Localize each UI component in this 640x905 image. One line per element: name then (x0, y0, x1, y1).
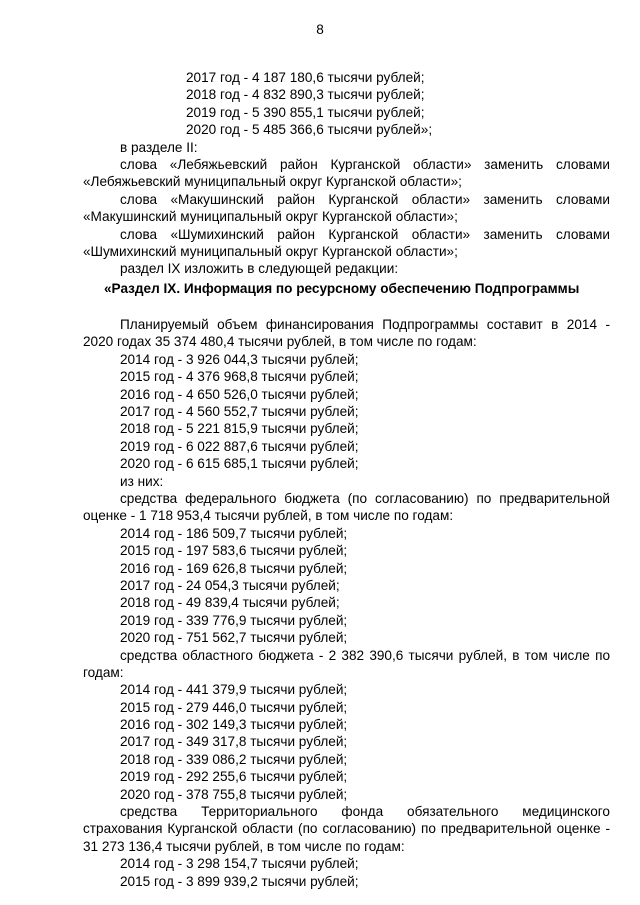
section2-replace-c-line2: «Шумихинский муниципальный округ Курганской области»; (83, 243, 458, 259)
plan-year-line: 2016 год - 4 650 526,0 тысячи рублей; (120, 386, 359, 402)
plan-year-line: 2017 год - 4 560 552,7 тысячи рублей; (120, 404, 359, 420)
regional-line1: средства областного бюджета - 2 382 390,6 тысячи рублей, в том числе по (120, 647, 610, 663)
page-number: 8 (316, 22, 324, 37)
federal-year-line: 2020 год - 751 562,7 тысячи рублей; (120, 630, 348, 646)
federal-line1: средства федерального бюджета (по согласованию) по предварительной (120, 490, 610, 506)
federal-year-line: 2017 год - 24 054,3 тысячи рублей; (120, 577, 340, 593)
of-them-label: из них: (120, 473, 164, 489)
plan-year-line: 2014 год - 3 926 044,3 тысячи рублей; (120, 351, 359, 367)
federal-line2: оценке - 1 718 953,4 тысячи рублей, в том числе по годам: (83, 508, 454, 524)
tfoms-year-line: 2014 год - 3 298 154,7 тысячи рублей; (120, 856, 359, 872)
blank-line (83, 299, 610, 316)
regional-year-line: 2014 год - 441 379,9 тысячи рублей; (120, 682, 348, 698)
section9-heading: «Раздел IX. Информация по ресурсному обеспечению Подпрограммы (104, 280, 580, 296)
intro-year-line: 2017 год - 4 187 180,6 тысячи рублей; (186, 70, 425, 85)
federal-year-line: 2016 год - 169 626,8 тысячи рублей; (120, 560, 348, 576)
federal-year-line: 2014 год - 186 509,7 тысячи рублей; (120, 525, 348, 541)
federal-year-line: 2015 год - 197 583,6 тысячи рублей; (120, 543, 348, 559)
regional-year-line: 2016 год - 302 149,3 тысячи рублей; (120, 717, 348, 733)
section2-replace-a-line1: слова «Лебяжьевский район Курганской области» заменить словами (120, 156, 610, 172)
tfoms-year-line: 2015 год - 3 899 939,2 тысячи рублей; (120, 873, 359, 889)
plan-line1: Планируемый объем финансирования Подпрограммы составит в 2014 - (120, 317, 610, 333)
plan-year-line: 2020 год - 6 615 685,1 тысячи рублей; (120, 456, 359, 472)
plan-line2: 2020 годах 35 374 480,4 тысячи рублей, в том числе по годам: (83, 334, 477, 350)
regional-year-line: 2015 год - 279 446,0 тысячи рублей; (120, 699, 348, 715)
section9-instruction: раздел IX изложить в следующей редакции: (120, 261, 399, 277)
plan-year-line: 2018 год - 5 221 815,9 тысячи рублей; (120, 421, 359, 437)
tfoms-line1: средства Территориального фонда обязательного медицинского (120, 804, 610, 820)
document-body (83, 69, 610, 890)
regional-year-line: 2018 год - 339 086,2 тысячи рублей; (120, 751, 348, 767)
section2-replace-b-line2: «Макушинский муниципальный округ Курганской области»; (83, 209, 458, 225)
section2-intro: в разделе II: (120, 139, 198, 155)
intro-year-line: 2020 год - 5 485 366,6 тысячи рублей»; (186, 122, 433, 138)
federal-year-line: 2019 год - 339 776,9 тысячи рублей; (120, 612, 348, 628)
regional-year-line: 2020 год - 378 755,8 тысячи рублей; (120, 786, 348, 802)
plan-year-line: 2019 год - 6 022 887,6 тысячи рублей; (120, 438, 359, 454)
plan-year-line: 2015 год - 4 376 968,8 тысячи рублей; (120, 369, 359, 385)
tfoms-line2: страхования Курганской области (по согласованию) по предварительной оценке - (83, 821, 610, 837)
intro-year-line: 2019 год - 5 390 855,1 тысячи рублей; (186, 104, 425, 120)
section2-replace-b-line1: слова «Макушинский район Курганской области» заменить словами (120, 191, 610, 207)
intro-year-line: 2018 год - 4 832 890,3 тысячи рублей; (186, 87, 425, 103)
federal-year-line: 2018 год - 49 839,4 тысячи рублей; (120, 595, 340, 611)
section2-replace-c-line1: слова «Шумихинский район Курганской области» заменить словами (120, 226, 610, 242)
section2-replace-a-line2: «Лебяжьевский муниципальный округ Курганской области»; (83, 174, 462, 190)
regional-line2: годам: (83, 664, 124, 680)
regional-year-line: 2019 год - 292 255,6 тысячи рублей; (120, 769, 348, 785)
tfoms-line3: 31 273 136,4 тысячи рублей, в том числе по годам: (83, 838, 405, 854)
regional-year-line: 2017 год - 349 317,8 тысячи рублей; (120, 734, 348, 750)
